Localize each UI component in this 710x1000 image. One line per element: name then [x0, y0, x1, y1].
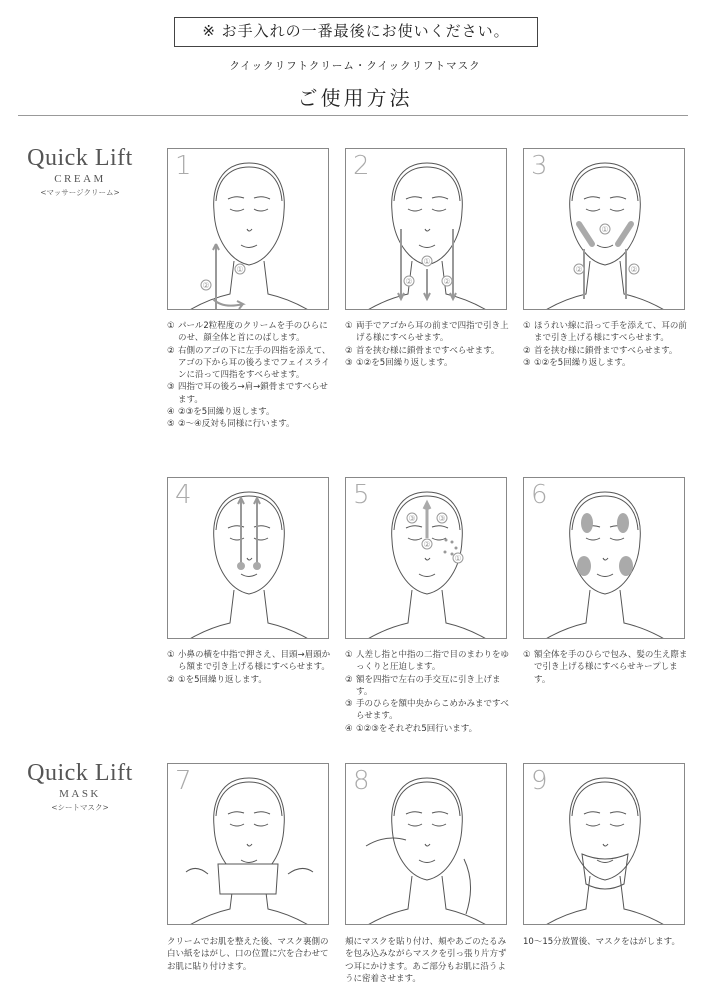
instruction-item: [345, 674, 511, 699]
right-eye: [432, 538, 446, 540]
right-brow: [432, 812, 448, 814]
svg-text:②: ②: [630, 265, 638, 274]
face-line-art: [544, 492, 666, 639]
neck-shoulders: [366, 590, 488, 639]
instruction-item: [523, 320, 689, 345]
instruction-item: [167, 418, 333, 430]
instruction-item: [523, 649, 689, 686]
svg-text:②: ②: [443, 277, 451, 286]
brand-name: Quick Lift: [27, 145, 133, 171]
left-brow: [584, 197, 600, 199]
instruction-item: [345, 649, 511, 674]
mouth: [597, 860, 613, 863]
step-9-caption: 10〜15分放置後、マスクをはがします。: [523, 937, 680, 947]
step-1-illustration: [167, 148, 329, 310]
step-8-illustration: [345, 763, 507, 925]
left-eye: [230, 209, 244, 211]
brand-cream: [0, 145, 160, 198]
step-2-instructions: [345, 320, 511, 369]
left-brow: [228, 812, 244, 814]
face-line-art: [366, 778, 488, 925]
instruction-item: [167, 406, 333, 418]
right-eye: [610, 209, 624, 211]
svg-text:①: ①: [454, 554, 462, 563]
step-number: 8: [353, 766, 370, 796]
instruction-marker: ②: [167, 345, 175, 356]
step-5-instructions: [345, 649, 511, 735]
instruction-text: 両手でアゴから耳の前まで四指で引き上げる様にすべらせます。: [356, 321, 509, 344]
instruction-item: [345, 357, 511, 369]
face-diagram-4: [168, 478, 329, 639]
instruction-text: ①②を5回繰り返します。: [534, 357, 631, 368]
face-diagram-7: [168, 764, 329, 925]
step-4-instructions: [167, 649, 333, 686]
product-subtitle: クイックリフトクリーム・クイックリフトマスク: [229, 60, 481, 72]
page-title: ご使用方法: [297, 86, 413, 110]
step-number: 7: [175, 766, 192, 796]
instruction-text: パール2粒程度のクリームを手のひらにのせ、顔全体と首にのばします。: [178, 321, 328, 344]
step-9-illustration: [523, 763, 685, 925]
instruction-text: ほうれい線に沿って手を添えて、耳の前まで引き上げる様にすべらせます。: [534, 321, 687, 344]
instruction-text: ①を5回繰り返します。: [178, 674, 267, 685]
brand-name: Quick Lift: [27, 760, 133, 786]
svg-text:③: ③: [408, 514, 416, 523]
step-number: 1: [175, 151, 192, 181]
instruction-item: [167, 320, 333, 345]
step-6-illustration: [523, 477, 685, 639]
neck-shoulders: [544, 590, 666, 639]
instruction-text: ①②③をそれぞれ5回行います。: [356, 723, 478, 734]
instruction-item: [523, 345, 689, 357]
hairline: [394, 167, 460, 201]
instruction-text: 額全体を手のひらで包み、髪の生え際まで引き上げる様にすべらせキープします。: [534, 650, 688, 685]
right-brow: [254, 812, 270, 814]
neck-shoulders: [544, 261, 666, 310]
hairline: [572, 782, 638, 816]
instruction-text: 首を挟む様に鎖骨まですべらせます。: [534, 345, 678, 356]
divider: [18, 115, 688, 116]
neck-shoulders: [544, 876, 666, 925]
mouth: [597, 574, 613, 577]
face-line-art: [544, 163, 666, 310]
mouth: [241, 860, 257, 863]
right-brow: [432, 526, 448, 528]
instruction-marker: ①: [523, 321, 531, 331]
instruction-item: [345, 723, 511, 735]
step-number: 6: [531, 480, 548, 510]
step-5-illustration: [345, 477, 507, 639]
instruction-marker: ②: [523, 345, 531, 356]
instruction-marker: ③: [523, 357, 531, 368]
left-eye: [586, 209, 600, 211]
step-3-illustration: [523, 148, 685, 310]
instruction-marker: ③: [167, 382, 175, 393]
instruction-text: ②〜④反対も同様に行います。: [178, 419, 295, 430]
step-number: 4: [175, 480, 192, 510]
left-brow: [406, 197, 422, 199]
instruction-text: 額を四指で左右の手交互に引き上げます。: [356, 674, 501, 697]
step-7-illustration: [167, 763, 329, 925]
instruction-marker: ①: [523, 650, 531, 660]
left-eye: [408, 209, 422, 211]
instruction-item: [167, 381, 333, 406]
instruction-marker: ①: [345, 650, 353, 660]
notice-box: ※ お手入れの一番最後にお使いください。: [174, 17, 538, 47]
hairline: [216, 167, 282, 201]
neck-shoulders: [188, 590, 310, 639]
instruction-marker: ④: [345, 723, 353, 734]
brand-kind: MASK: [59, 788, 101, 800]
instruction-item: [523, 357, 689, 369]
instruction-text: 首を挟む様に鎖骨まですべらせます。: [356, 345, 500, 356]
svg-text:①: ①: [423, 257, 431, 266]
instruction-text: ②③を5回繰り返します。: [178, 407, 275, 418]
left-brow: [584, 812, 600, 814]
left-brow: [228, 197, 244, 199]
instruction-text: ①②を5回繰り返します。: [356, 357, 453, 368]
brand-mask: [0, 760, 160, 813]
instruction-marker: ④: [167, 407, 175, 418]
right-brow: [254, 197, 270, 199]
instruction-marker: ⑤: [167, 419, 175, 430]
face-line-art: [544, 778, 666, 925]
instruction-text: 人差し指と中指の二指で目のまわりをゆっくりと圧迫します。: [356, 650, 510, 673]
left-eye: [230, 824, 244, 826]
right-brow: [432, 197, 448, 199]
instruction-marker: ②: [345, 674, 353, 685]
face-line-art: [188, 778, 310, 925]
face-diagram-2: [346, 149, 507, 310]
face-line-art: [188, 492, 310, 639]
svg-text:②: ②: [423, 540, 431, 549]
instruction-marker: ②: [345, 345, 353, 356]
step-7-caption: クリームでお肌を整えた後、マスク裏側の白い紙をはがし、口の位置に穴を合わせてお肌に貼り付けます。: [167, 937, 329, 972]
left-brow: [406, 526, 422, 528]
mouth: [597, 245, 613, 248]
nose: [425, 229, 430, 231]
face-diagram-8: [346, 764, 507, 925]
step-number: 5: [353, 480, 370, 510]
step-6-instructions: [523, 649, 689, 686]
step-8-caption: 頬にマスクを貼り付け、頬やあごのたるみを包み込みながらマスクを引っ張り片方ずつ耳にかけます。あご部分もお肌に沿うように密着させます。: [345, 937, 507, 984]
right-eye: [610, 824, 624, 826]
hairline: [216, 782, 282, 816]
left-eye: [408, 824, 422, 826]
instruction-marker: ②: [167, 674, 175, 685]
right-eye: [254, 209, 268, 211]
instruction-item: [345, 345, 511, 357]
mouth: [241, 245, 257, 248]
brand-kind: CREAM: [54, 173, 106, 185]
right-eye: [432, 209, 446, 211]
instruction-item: [167, 649, 333, 674]
face-diagram-3: [524, 149, 685, 310]
instruction-item: [345, 698, 511, 723]
svg-text:③: ③: [438, 514, 446, 523]
instruction-marker: ③: [345, 357, 353, 368]
left-eye: [408, 538, 422, 540]
right-brow: [610, 812, 626, 814]
face-diagram-6: [524, 478, 685, 639]
brand-sub: <マッサージクリーム>: [40, 188, 120, 197]
left-brow: [406, 812, 422, 814]
svg-text:②: ②: [575, 265, 583, 274]
step-4-illustration: [167, 477, 329, 639]
step-2-illustration: [345, 148, 507, 310]
step-number: 2: [353, 151, 370, 181]
instruction-marker: ①: [167, 321, 175, 331]
instruction-text: 右側のアゴの下に左手の四指を添えて、アゴの下から耳の後ろまでフェイスラインに沿って四指をすべらせます。: [178, 345, 331, 381]
instruction-text: 小鼻の横を中指で押さえ、目頭→眉頭から額まで引き上げる様にすべらせます。: [178, 650, 331, 673]
face-diagram-9: [524, 764, 685, 925]
left-eye: [586, 538, 600, 540]
step-number: 3: [531, 151, 548, 181]
instruction-item: [167, 674, 333, 686]
nose: [247, 844, 252, 846]
hairline: [572, 167, 638, 201]
left-eye: [586, 824, 600, 826]
instruction-marker: ①: [345, 321, 353, 331]
svg-text:②: ②: [405, 277, 413, 286]
nose: [247, 229, 252, 231]
step-3-instructions: [523, 320, 689, 369]
nose: [425, 558, 430, 560]
right-eye: [432, 824, 446, 826]
nose: [425, 844, 430, 846]
hairline: [216, 496, 282, 530]
svg-text:②: ②: [202, 281, 210, 290]
face-diagram-5: [346, 478, 507, 639]
right-eye: [610, 538, 624, 540]
mouth: [241, 574, 257, 577]
step-number: 9: [531, 766, 548, 796]
face-diagram-1: [168, 149, 329, 310]
hairline: [394, 782, 460, 816]
svg-text:①: ①: [236, 265, 244, 274]
nose: [603, 558, 608, 560]
mouth: [419, 574, 435, 577]
nose: [247, 558, 252, 560]
svg-text:①: ①: [601, 225, 609, 234]
mouth: [419, 245, 435, 248]
instruction-text: 四指で耳の後ろ→肩→鎖骨まですべらせます。: [178, 382, 328, 405]
right-brow: [610, 197, 626, 199]
nose: [603, 844, 608, 846]
brand-sub: <シートマスク>: [51, 803, 109, 812]
instruction-marker: ③: [345, 699, 353, 710]
step-1-instructions: [167, 320, 333, 431]
right-eye: [254, 824, 268, 826]
instruction-text: 手のひらを額中央からこめかみまですべらせます。: [356, 699, 509, 722]
instruction-item: [345, 320, 511, 345]
mouth: [419, 860, 435, 863]
instruction-item: [167, 345, 333, 382]
instruction-marker: ①: [167, 650, 175, 660]
